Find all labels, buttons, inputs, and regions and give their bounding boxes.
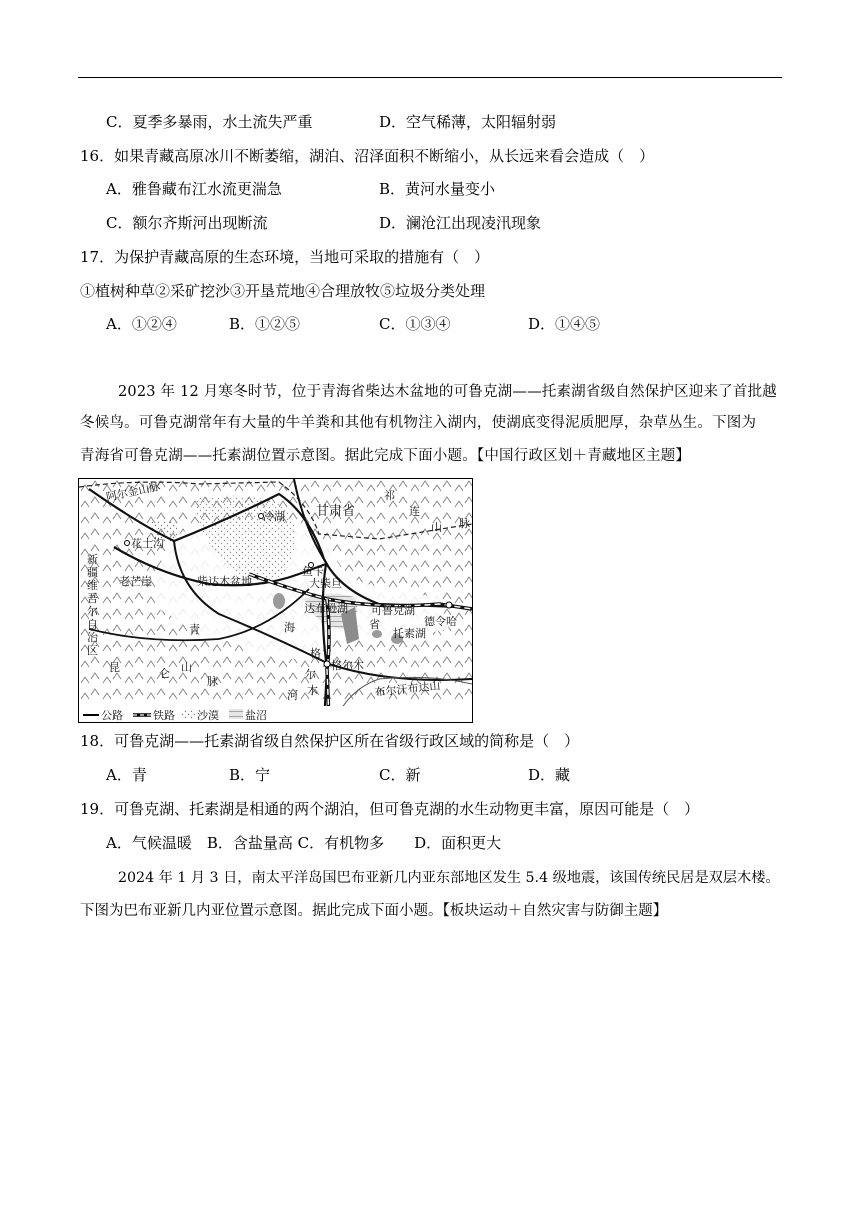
- passage1-line3: 青海省可鲁克湖——托素湖位置示意图。据此完成下面小题。【中国行政区划＋青藏地区主题】: [80, 448, 691, 464]
- q16-option-d: D．澜沧江出现凌汛现象: [379, 214, 542, 232]
- label-er: 尔: [305, 668, 316, 681]
- city-geermu-dot: [324, 661, 330, 667]
- legend-rail-label: 铁路: [153, 709, 175, 722]
- label-buerhanbuda: 布尔汗布达山: [373, 679, 441, 699]
- q17-measures: ①植树种草②采矿挖沙③开垦荒地④合理放牧⑤垃圾分类处理: [80, 282, 486, 300]
- label-xinjiang-4: 尔: [87, 605, 98, 618]
- label-laomangya: 老芒崖: [119, 575, 152, 588]
- label-gansu: 甘肃省: [316, 504, 356, 519]
- legend-salt-label: 盐沼: [245, 709, 267, 722]
- label-shan2: 山: [181, 661, 192, 674]
- legend-road-label: 公路: [101, 709, 123, 722]
- label-kun: 昆: [109, 661, 120, 674]
- q18-option-c: C．新: [379, 766, 421, 784]
- q15-option-d: D．空气稀薄，太阳辐射弱: [379, 113, 557, 131]
- passage1-line1: 2023 年 12 月寒冬时节，位于青海省柴达木盆地的可鲁克湖——托素湖省级自然保护区迎来了首批越: [118, 384, 777, 400]
- label-qinghai-sheng: 省: [369, 618, 380, 631]
- label-lenghu: 冷湖: [263, 510, 285, 523]
- label-xinjiang-7: 区: [87, 644, 98, 657]
- city-delingha-dot: [446, 602, 452, 608]
- label-a-er-jin: 阿尔金山脉: [104, 479, 162, 504]
- label-xinjiang-0: 新: [87, 553, 98, 566]
- legend-salt-swatch: [229, 709, 243, 719]
- q19-options: A．气候温暖 B．含盐量高 C．有机物多 D．面积更大: [106, 834, 502, 852]
- q18-stem: 18．可鲁克湖——托素湖省级自然保护区所在省级行政区域的简称是（ ）: [80, 732, 580, 750]
- header-rule: [78, 77, 782, 78]
- q17-option-a: A．①②④: [106, 315, 177, 333]
- label-qi: 祁: [384, 489, 395, 502]
- label-huatugou: 花土沟: [131, 537, 164, 550]
- label-yuka: 鱼卡: [302, 565, 324, 578]
- q18-option-b: B．宁: [229, 766, 271, 784]
- q19-stem: 19．可鲁克湖、托素湖是相通的两个湖泊，但可鲁克湖的水生动物更丰富，原因可能是（ ）: [80, 800, 700, 818]
- label-lian: 连: [409, 505, 420, 518]
- label-qing: 青: [189, 623, 200, 636]
- passage2-line2: 下图为巴布亚新几内亚位置示意图。据此完成下面小题。【板块运动＋自然灾害与防御主题】: [80, 903, 668, 919]
- label-ge: 格: [310, 647, 321, 660]
- label-lun: 仑: [159, 667, 170, 680]
- label-chaidamu: 柴达木盆地: [197, 575, 252, 588]
- legend-desert-label: 沙漠: [197, 709, 219, 722]
- q16-option-b: B．黄河水量变小: [379, 180, 496, 198]
- label-xinjiang-2: 维: [87, 579, 98, 592]
- q15-option-c: C．夏季多暴雨，水土流失严重: [106, 113, 313, 131]
- q16-stem: 16．如果青藏高原冰川不断萎缩，湖泊、沼泽面积不断缩小，从长远来看会造成（ ）: [80, 147, 655, 165]
- label-qinghai-hai: 海: [284, 621, 295, 634]
- q16-option-a: A．雅鲁藏布江水流更湍急: [106, 180, 282, 198]
- q17-option-b: B．①②⑤: [229, 315, 301, 333]
- label-mu: 木: [307, 684, 318, 697]
- label-mai: 脉: [459, 517, 470, 530]
- q17-option-d: D．①④⑤: [528, 315, 601, 333]
- label-dachaidan: 大柴旦: [309, 577, 342, 590]
- map-svg: [79, 479, 472, 722]
- label-shan: 山: [431, 521, 442, 534]
- q17-stem: 17．为保护青藏高原的生态环境，当地可采取的措施有（ ）: [80, 248, 490, 266]
- qinghai-location-map: [78, 478, 473, 723]
- label-keluke: 可鲁克湖: [371, 604, 415, 617]
- label-xinjiang-1: 疆: [87, 566, 98, 579]
- q18-option-a: A．青: [106, 766, 147, 784]
- label-dabuxun: 达布逊湖: [304, 602, 348, 615]
- label-geermu: 格尔木: [331, 659, 364, 672]
- label-he: 河: [287, 689, 298, 702]
- label-mai2: 脉: [207, 675, 218, 688]
- q16-option-c: C．额尔齐斯河出现断流: [106, 214, 268, 232]
- lake-shape: [273, 593, 285, 609]
- label-xinjiang-3: 吾: [87, 592, 98, 605]
- label-tuosu: 托素湖: [393, 627, 426, 640]
- passage2-line1: 2024 年 1 月 3 日，南太平洋岛国巴布亚新几内亚东部地区发生 5.4 级地震，该国传统民居是双层木楼。: [118, 870, 780, 886]
- q17-option-c: C．①③④: [379, 315, 451, 333]
- city-huatugou-dot: [125, 541, 130, 546]
- legend-desert-swatch: [181, 709, 195, 719]
- label-xinjiang-5: 自: [87, 618, 98, 631]
- passage1-line2: 冬候鸟。可鲁克湖常年有大量的牛羊粪和其他有机物注入湖内，使湖底变得泥质肥厚，杂草丛生。下图为: [80, 415, 757, 431]
- label-delingha: 德令哈: [424, 615, 457, 628]
- q18-option-d: D．藏: [528, 766, 571, 784]
- lake-keluke: [372, 630, 382, 638]
- label-xinjiang-6: 治: [87, 631, 98, 644]
